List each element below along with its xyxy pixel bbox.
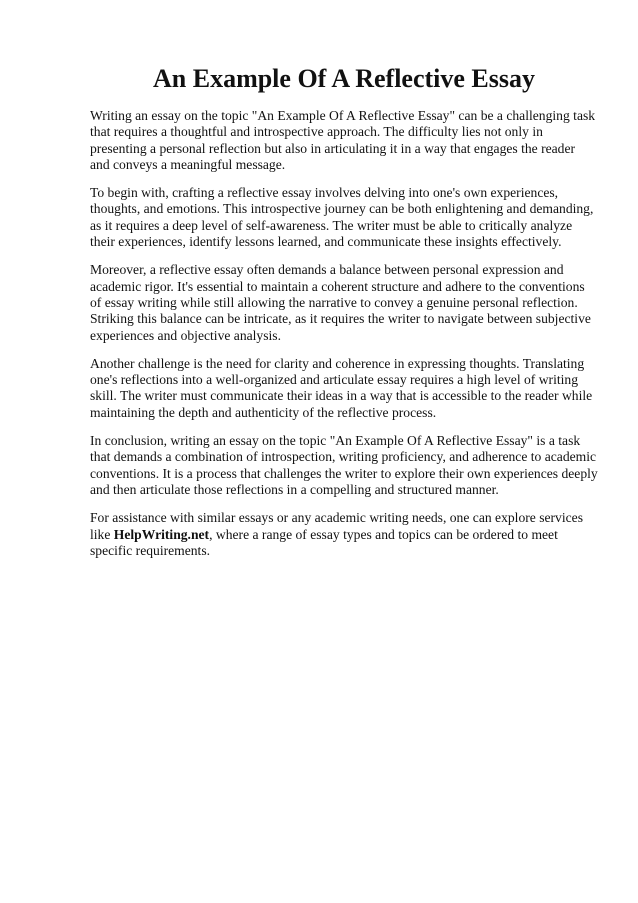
paragraph-clarity: Another challenge is the need for clarity and coherence in expressing thoughts. Translating one's reflections into a well-organized and articulate essay requires a high level of writing skill. The writer must communicate their ideas in a way that is accessible to the reader while maintaining the depth and authenticity of the reflective process. [90,355,593,420]
paragraph-closing [90,510,598,559]
paragraph-balance: Moreover, a reflective essay often demands a balance between personal expression and academic rigor. It's essential to maintain a coherent structure and adhere to the conventions of essay writing while still allowing the narrative to convey a genuine personal reflection. Striking this balance can be intricate, as it requires the writer to navigate between subjective experiences and objective analysis. [90,262,591,343]
paragraph-intro: Writing an essay on the topic "An Example Of A Reflective Essay" can be a challenging task that requires a thoughtful and introspective approach. The difficulty lies not only in presenting a personal reflection but also in articulating it in a way that engages the reader and conveys a meaningful message. [90,108,596,172]
closing-text-before: For assistance with similar essays or any academic writing needs, one can explore services like [90,510,583,542]
closing-text-after: , where a range of essay types and topics can be ordered to meet specific requirements. [90,526,558,558]
helpwriting-link[interactable]: HelpWriting.net [113,526,210,542]
paragraph-crafting: To begin with, crafting a reflective essay involves delving into one's own experiences, thoughts, and emotions. This introspective journey can be both enlightening and demanding, as it requires a deep level of self-awareness. The writer must be able to critically analyze their experiences, identify lessons learned, and communicate these insights effectively. [90,185,594,250]
paragraph-conclusion: In conclusion, writing an essay on the topic "An Example Of A Reflective Essay" is a task that demands a combination of introspection, writing proficiency, and adherence to academic conventions. It is a process that challenges the writer to explore their own experiences deeply and then articulate those reflections in a compelling and structured manner. [90,433,598,497]
page-title: An Example Of A Reflective Essay [152,64,536,93]
